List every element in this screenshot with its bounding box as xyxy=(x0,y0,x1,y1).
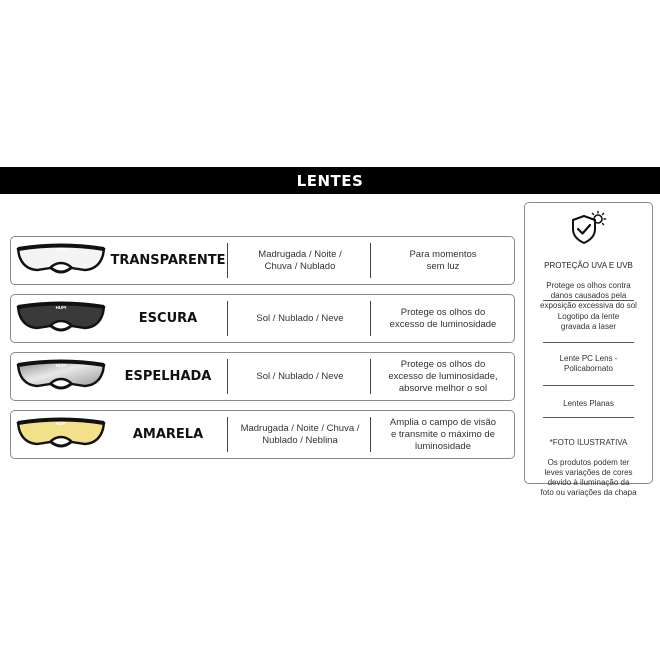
lens-row-escura xyxy=(10,294,515,343)
glasses-yellow-icon xyxy=(15,417,107,453)
section-title-banner xyxy=(0,167,660,194)
lens-conditions: Sol / Nublado / Neve xyxy=(256,312,344,324)
lens-material-info: Lente PC Lens - Policabornato xyxy=(559,354,618,373)
shield-sun-icon xyxy=(569,210,607,248)
illustrative-photo-info xyxy=(529,428,648,508)
glasses-dark-icon xyxy=(15,301,107,337)
lens-description: Para momentos sem luz xyxy=(409,248,477,272)
lens-description: Protege os olhos do excesso de luminosidade xyxy=(389,306,497,330)
glasses-mirrored-icon xyxy=(15,359,107,395)
section-title: LENTES xyxy=(296,171,364,190)
brand-logo: HUPI xyxy=(55,421,67,426)
separator xyxy=(543,300,634,301)
lens-name: AMARELA xyxy=(132,427,204,442)
divider xyxy=(227,417,228,452)
lens-description: Amplia o campo de visão e transmite o máximo de luminosidade xyxy=(389,416,497,452)
lens-name: ESCURA xyxy=(138,311,198,326)
uv-protection-title: PROTEÇÃO UVA E UVB xyxy=(544,261,633,270)
divider xyxy=(227,301,228,336)
lens-conditions: Madrugada / Noite / Chuva / Nublado / Neblina xyxy=(240,422,360,446)
lens-row-transparente xyxy=(10,236,515,285)
illustrative-title: *FOTO ILUSTRATIVA xyxy=(549,438,628,447)
divider xyxy=(227,359,228,394)
brand-logo: HUPI xyxy=(55,247,67,252)
divider xyxy=(370,417,371,452)
lens-type-info: Lentes Planas xyxy=(563,399,614,408)
separator xyxy=(543,342,634,343)
uv-protection-text: Protege os olhos contra danos causados pela exposição excessiva do sol xyxy=(540,281,637,310)
lens-conditions: Madrugada / Noite / Chuva / Nublado xyxy=(258,248,342,272)
lens-row-espelhada xyxy=(10,352,515,401)
lens-name: ESPELHADA xyxy=(124,369,212,384)
lens-info-panel xyxy=(524,202,653,497)
divider xyxy=(227,243,228,278)
uv-protection-info xyxy=(529,251,648,321)
laser-logo-info: Logotipo da lente gravada a laser xyxy=(557,312,620,331)
lens-row-amarela xyxy=(10,410,515,459)
lens-name: TRANSPARENTE xyxy=(110,253,226,268)
separator xyxy=(543,417,634,418)
brand-logo: HUPI xyxy=(55,363,67,368)
illustrative-text: Os produtos podem ter leves variações de cores devido à iluminação da foto ou variações da chapa xyxy=(540,458,637,497)
lens-conditions: Sol / Nublado / Neve xyxy=(256,370,344,382)
glasses-transparent-icon xyxy=(15,243,107,279)
divider xyxy=(370,359,371,394)
separator xyxy=(543,385,634,386)
lens-description: Protege os olhos do excesso de luminosidade, absorve melhor o sol xyxy=(388,358,498,394)
divider xyxy=(370,301,371,336)
divider xyxy=(370,243,371,278)
brand-logo: HUPI xyxy=(55,305,67,310)
